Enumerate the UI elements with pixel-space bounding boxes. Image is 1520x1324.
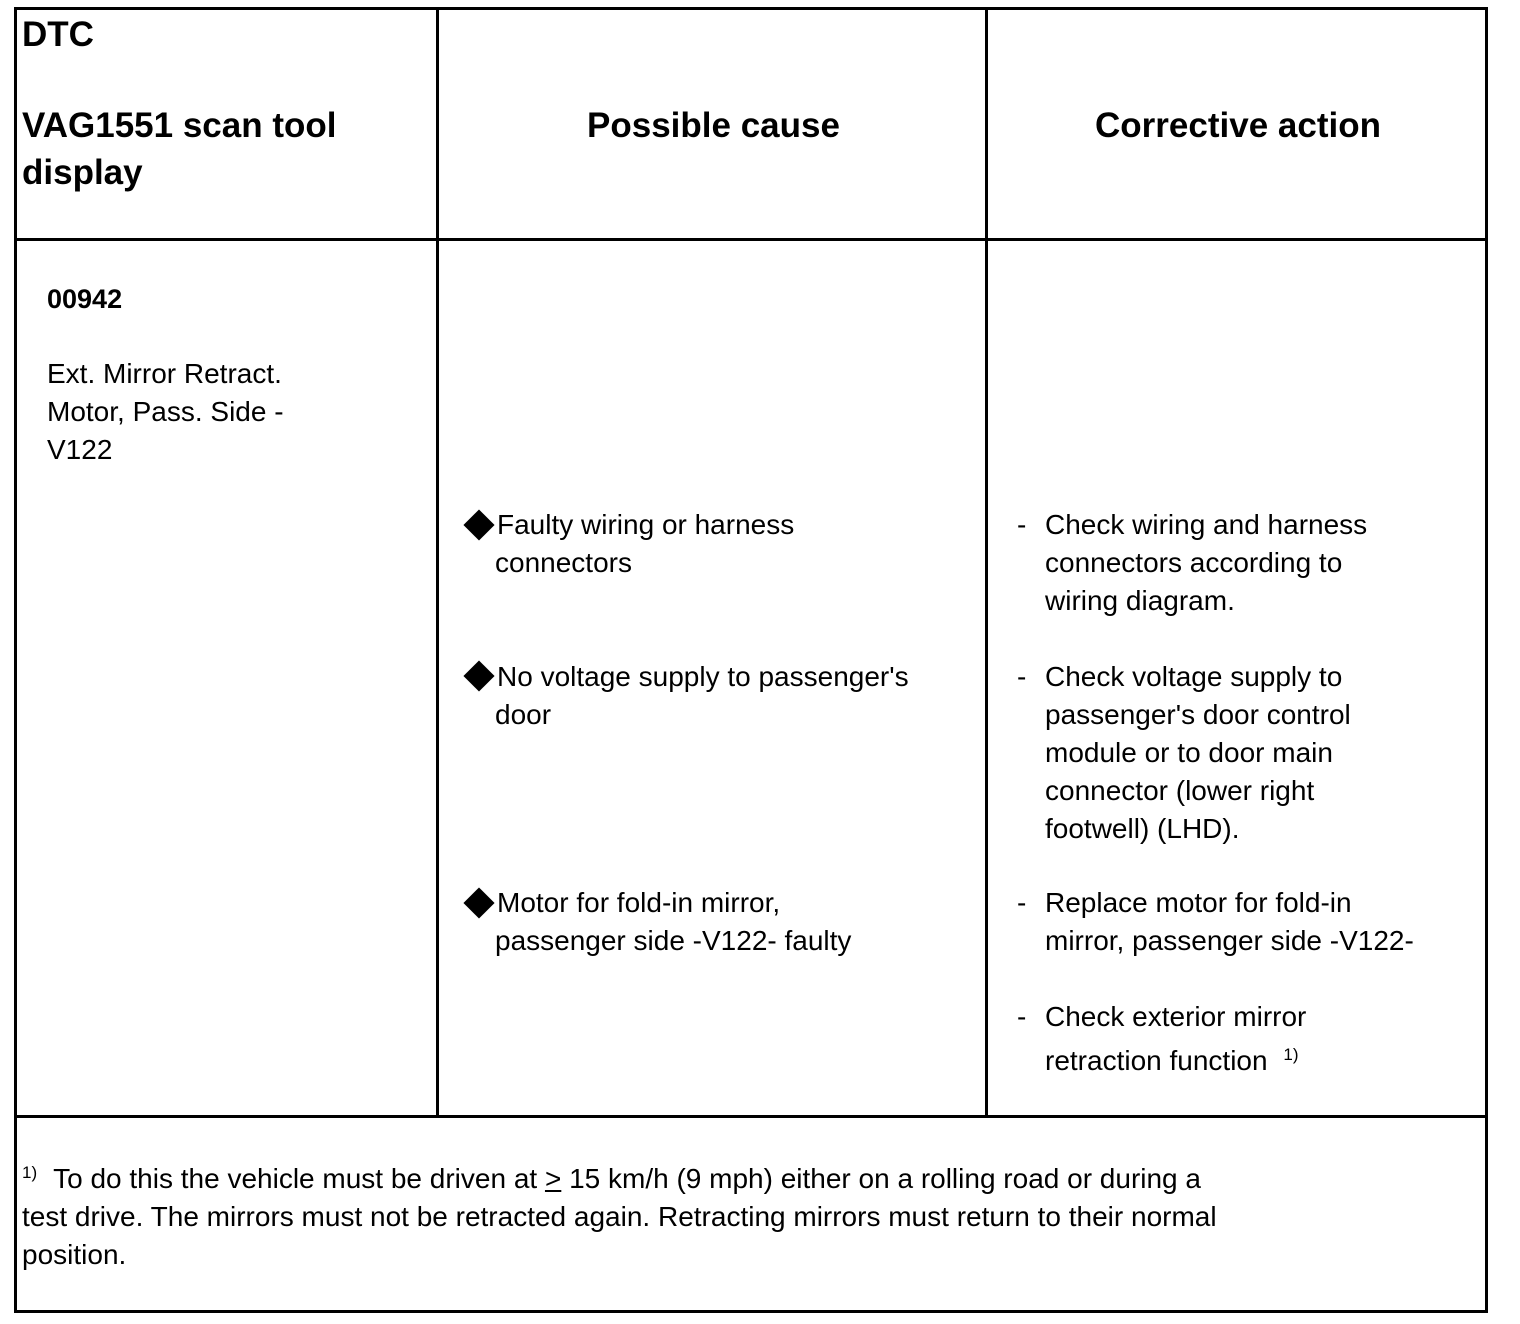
action-3-dash: - xyxy=(1017,887,1027,918)
header-scan-tool-line2: display xyxy=(22,153,143,192)
dtc-description-line3: V122 xyxy=(47,434,113,465)
cause-1-line1: Faulty wiring or harness xyxy=(497,509,795,540)
action-4-line1: Check exterior mirror xyxy=(1045,1001,1307,1032)
action-3-line1: Replace motor for fold-in xyxy=(1045,887,1352,918)
dtc-description-line2: Motor, Pass. Side - xyxy=(47,396,284,427)
action-2-line2: passenger's door control xyxy=(1045,699,1351,730)
footnote-line2: test drive. The mirrors must not be retracted again. Retracting mirrors must return to their normal xyxy=(22,1201,1217,1232)
action-2-line3: module or to door main xyxy=(1045,737,1333,768)
action-1-line2: connectors according to xyxy=(1045,547,1343,578)
header-divider xyxy=(14,238,1488,241)
action-2-line5: footwell) (LHD). xyxy=(1045,813,1240,844)
footnote-line1-pre: To do this the vehicle must be driven at xyxy=(53,1163,545,1194)
footnote-divider xyxy=(14,1115,1488,1118)
column-divider-1 xyxy=(436,7,439,1118)
cause-2-line1: No voltage supply to passenger's xyxy=(497,661,909,692)
cause-3-line2: passenger side -V122- faulty xyxy=(495,925,852,956)
cause-2-line2: door xyxy=(495,699,552,730)
footnote-line3: position. xyxy=(22,1239,127,1270)
footnote-line1-post: 15 km/h (9 mph) either on a rolling road or during a xyxy=(561,1163,1201,1194)
action-1-line3: wiring diagram. xyxy=(1045,585,1235,616)
header-corrective-action: Corrective action xyxy=(1095,106,1381,145)
header-scan-tool-line1: VAG1551 scan tool xyxy=(22,106,337,145)
footnote-reference: 1) xyxy=(1283,1044,1299,1064)
cause-3-line1: Motor for fold-in mirror, xyxy=(497,887,781,918)
cause-1-line2: connectors xyxy=(495,547,632,578)
footnote-line1 xyxy=(22,1160,1201,1198)
action-4-line2-text: retraction function xyxy=(1045,1045,1268,1076)
action-3-line2: mirror, passenger side -V122- xyxy=(1045,925,1414,956)
action-1-line1: Check wiring and harness xyxy=(1045,509,1368,540)
greater-equal-symbol: > xyxy=(544,1163,562,1194)
column-divider-2 xyxy=(985,7,988,1118)
action-2-line1: Check voltage supply to xyxy=(1045,661,1343,692)
footnote-mark: 1) xyxy=(22,1162,38,1182)
header-dtc: DTC xyxy=(22,15,94,54)
dtc-description-line1: Ext. Mirror Retract. xyxy=(47,358,282,389)
header-possible-cause: Possible cause xyxy=(587,106,840,145)
action-2-line4: connector (lower right xyxy=(1045,775,1315,806)
action-2-dash: - xyxy=(1017,661,1027,692)
dtc-code: 00942 xyxy=(47,284,123,314)
action-4-line2 xyxy=(1045,1042,1298,1080)
action-1-dash: - xyxy=(1017,509,1027,540)
action-4-dash: - xyxy=(1017,1001,1027,1032)
